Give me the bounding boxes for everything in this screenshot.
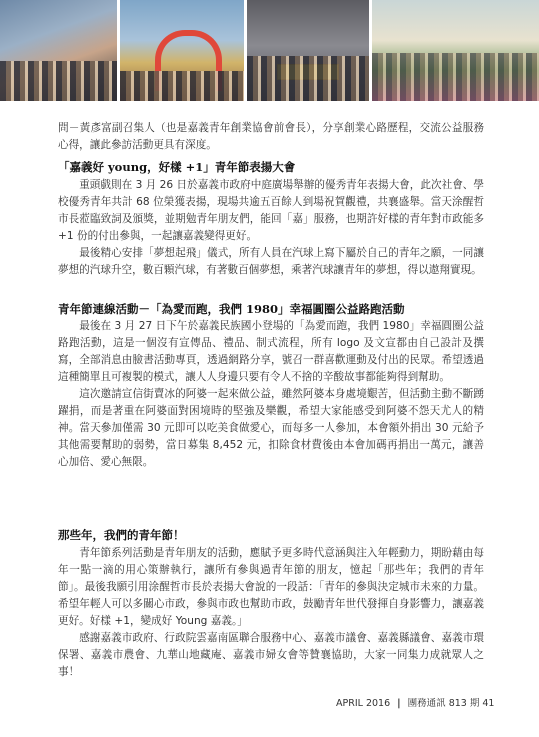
photo-group-event	[247, 0, 369, 101]
paragraph: 最後精心安排「夢想起飛」儀式，所有人員在汽球上寫下屬於自己的青年之願，一同讓夢想的汽球升空，數百顆汽球，有著數百個夢想，乘著汽球讓青年的夢想，得以遨翔實現。	[58, 247, 484, 276]
page-number: 41	[482, 698, 495, 709]
photo-festival-arch	[120, 0, 244, 101]
photo-strip	[0, 0, 539, 101]
footer-issue: APRIL 2016	[336, 698, 391, 709]
intro-text: 問－黃彥富副召集人（也是嘉義青年創業協會前會長），分享創業心路歷程，交流公益服務心得，讓此參訪活動更具有深度。	[58, 122, 484, 151]
section-body-youth-awards	[58, 177, 484, 279]
paragraph: 最後在 3 月 27 日下午於嘉義民族國小登場的「為愛而跑，我們 1980」幸福圓圈公益路跑活動，這是一個沒有宣傳品、禮品、制式流程，所有 logo 及文宣都由自己設計及撰寫，全部消息由臉書活動專頁，透過網路分享，號召一群喜歡運動及付出的民眾。希望透過這種簡單且可複製的模式，讓人人身邊只要有令人不捨的辛酸故事都能夠得到幫助。	[58, 320, 484, 383]
footer-separator: |	[397, 698, 401, 709]
paragraph: 重頭戲則在 3 月 26 日於嘉義市政府中庭廣場舉辦的優秀青年表揚大會，此次社會、學校優秀青年共計 68 位榮獲表揚，現場共逾五百餘人到場祝賀觀禮，共襄盛舉。當天涂醒哲市長蒞臨致詞及頒獎，並期勉青年朋友們，能回「嘉」服務，也期許好樣的青年對市政能多 +1 份的付出參與，一起讓嘉義變得更好。	[58, 179, 484, 242]
paragraph: 這次邀請宣信街賣冰的阿婆一起來做公益，雖然阿婆本身處境艱苦，但活動主動不斷踴躍捐，而是著重在阿婆面對困境時的堅強及樂觀，希望大家能感受到阿婆不怨天尤人的精神。當天參加僅需 30 元即可以吃美食做愛心，而每多一人參加，本會額外捐出 30 元給予其他需要幫助的弱勢，當日募集 8,452 元，扣除食材費後由本會加碼再捐出一萬元，讓善心加倍、愛心無限。	[58, 388, 484, 468]
paragraph: 青年節系列活動是青年朋友的活動，應賦予更多時代意涵與注入年輕動力，期盼藉由每年一點一滴的用心策辦執行，讓所有參與過青年節的朋友，憶起「那些年；我們的青年節」。最後我願引用涂醒哲市長於表揚大會說的一段話：「青年的參與決定城市未來的力量。希望年輕人可以多關心市政，參與市政也幫助市政，鼓勵青年世代發揮自身影響力，讓嘉義更好。好樣 +1，變成好 Young 嘉義。」	[58, 547, 484, 627]
intro-paragraph	[58, 120, 484, 154]
section-heading-youth-day: 那些年，我們的青年節！	[58, 528, 185, 542]
photo-youth-portrait	[0, 0, 117, 101]
section-heading-charity-run: 青年節連線活動－「為愛而跑，我們 1980」幸福圓圈公益路跑活動	[58, 302, 405, 316]
section-heading-youth-awards: 「嘉義好 young，好樣 +1」青年節表揚大會	[58, 160, 296, 174]
photo-charity-run-group	[372, 0, 539, 101]
section-body-youth-day	[58, 545, 484, 681]
paragraph: 感謝嘉義市政府、行政院雲嘉南區聯合服務中心、嘉義市議會、嘉義縣議會、嘉義市環保署、嘉義市農會、九華山地藏庵、嘉義市婦女會等贊襄協助，大家一同集力成就眾人之事！	[58, 632, 484, 678]
section-body-charity-run	[58, 318, 484, 471]
footer-magazine: 團務通訊 813 期	[407, 698, 480, 709]
page-footer	[336, 695, 494, 709]
